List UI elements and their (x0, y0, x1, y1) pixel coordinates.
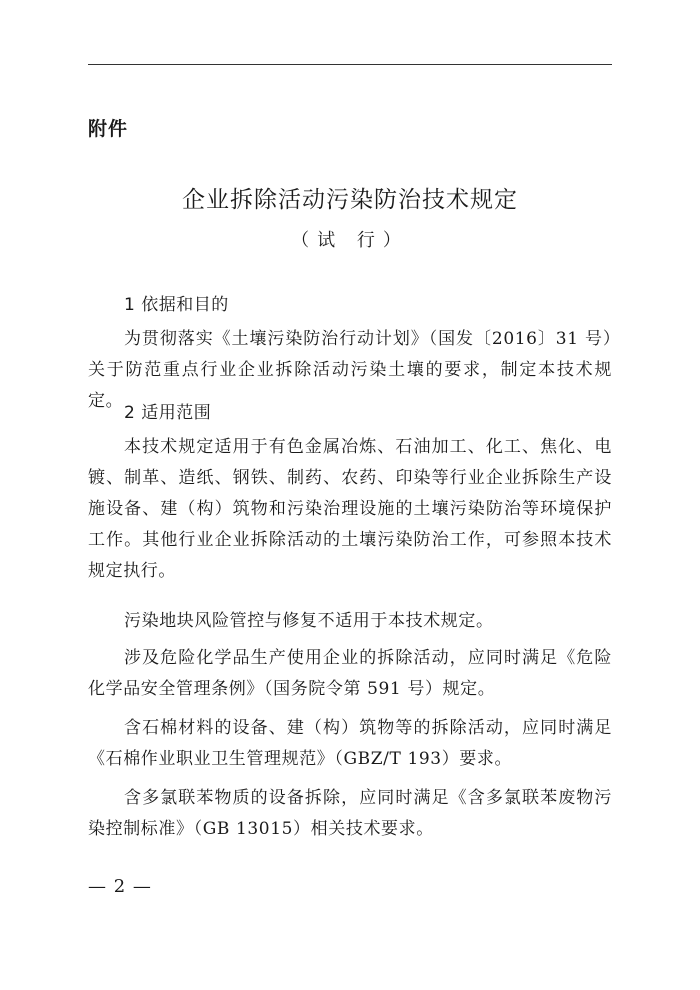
paragraph-1-1: 为贯彻落实《土壤污染防治行动计划》（国发〔2016〕31 号）关于防范重点行业企业拆除活动污染土壤的要求，制定本技术规定。 (88, 329, 612, 411)
section-heading-2: 2 适用范围 (124, 403, 212, 423)
document-subtitle: （试 行） (291, 230, 409, 251)
paragraph-2-2: 污染地块风险管控与修复不适用于本技术规定。 (124, 611, 494, 631)
header-rule (88, 64, 612, 65)
paragraph-2-3: 涉及危险化学品生产使用企业的拆除活动，应同时满足《危险化学品安全管理条例》（国务院令第 591 号）规定。 (88, 648, 612, 699)
paragraph-2-4: 含石棉材料的设备、建（构）筑物等的拆除活动，应同时满足《石棉作业职业卫生管理规范》（GBZ/T 193）要求。 (88, 718, 612, 769)
attachment-label: 附件 (88, 118, 129, 140)
paragraph-2-1: 本技术规定适用于有色金属冶炼、石油加工、化工、焦化、电镀、制革、造纸、钢铁、制药、农药、印染等行业企业拆除生产设施设备、建（构）筑物和污染治理设施的土壤污染防治等环境保护工作。其他行业企业拆除活动的土壤污染防治工作，可参照本技术规定执行。 (88, 437, 612, 581)
document-title: 企业拆除活动污染防治技术规定 (182, 187, 518, 213)
paragraph-2-5: 含多氯联苯物质的设备拆除，应同时满足《含多氯联苯废物污染控制标准》（GB 13015）相关技术要求。 (88, 788, 612, 839)
section-heading-1: 1 依据和目的 (124, 295, 229, 315)
page-number: — 2 — (88, 876, 152, 897)
